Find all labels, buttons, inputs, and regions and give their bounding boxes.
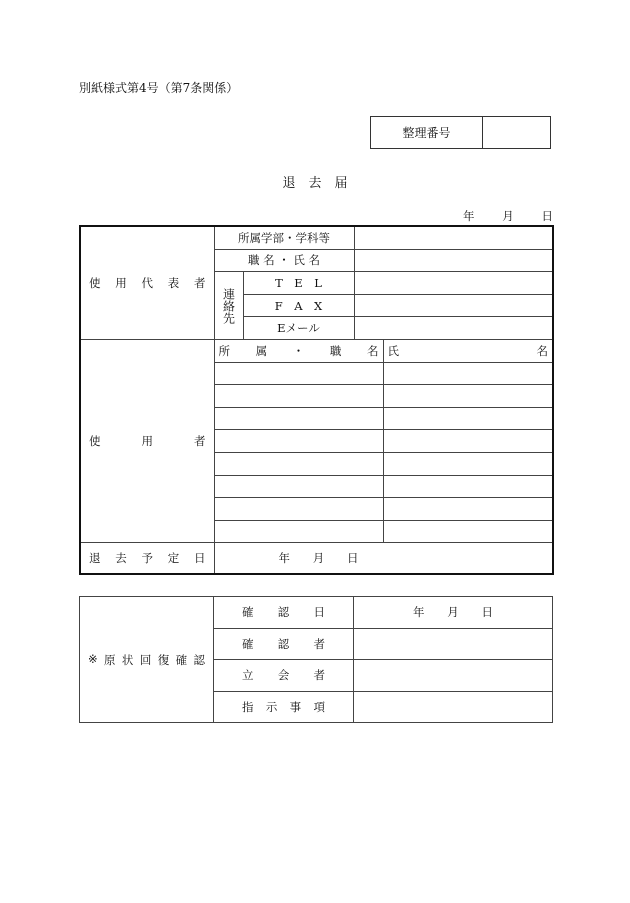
user-affiliation-field[interactable] [214, 452, 383, 475]
tel-label: T E L [243, 272, 354, 295]
contact-label: 連絡先 [214, 272, 243, 340]
form-title: 退 去 届 [282, 176, 348, 191]
month-label: 月 [447, 605, 459, 620]
year-label: 年 [463, 209, 475, 223]
month-label: 月 [312, 551, 325, 566]
user-affiliation-field[interactable] [214, 520, 383, 543]
affiliation-position-header: 所 属 ・ 職 名 [214, 339, 383, 362]
submission-date[interactable] [463, 208, 553, 224]
instructions-field[interactable] [354, 691, 553, 723]
seiri-number-label: 整理番号 [371, 117, 483, 148]
restoration-table [79, 596, 553, 723]
user-name-field[interactable] [383, 520, 553, 543]
user-name-field[interactable] [383, 498, 553, 521]
departure-date-field[interactable] [214, 543, 553, 575]
seiri-number-field[interactable] [483, 117, 550, 148]
name-header: 氏 名 [383, 339, 553, 362]
day-label: 日 [541, 209, 553, 223]
year-label: 年 [413, 605, 425, 620]
user-name-field[interactable] [383, 430, 553, 453]
departure-date-label: 退 去 予 定 日 [80, 543, 214, 575]
user-name-field[interactable] [383, 385, 553, 408]
year-label: 年 [278, 551, 290, 566]
users-section-label: 使 用 者 [80, 339, 214, 542]
user-affiliation-field[interactable] [214, 407, 383, 430]
user-name-field[interactable] [383, 407, 553, 430]
email-field[interactable] [354, 317, 553, 340]
day-label: 日 [347, 551, 359, 566]
seiri-number-box [370, 116, 551, 149]
user-affiliation-field[interactable] [214, 385, 383, 408]
user-affiliation-field[interactable] [214, 498, 383, 521]
confirmation-date-field[interactable] [354, 597, 553, 629]
confirmation-date-label: 確 認 日 [214, 597, 354, 629]
user-name-field[interactable] [383, 452, 553, 475]
confirmer-label: 確 認 者 [214, 628, 354, 660]
email-label: Eメール [243, 317, 354, 340]
fax-field[interactable] [354, 294, 553, 317]
month-label: 月 [502, 209, 514, 223]
confirmer-field[interactable] [354, 628, 553, 660]
user-name-field[interactable] [383, 362, 553, 385]
user-affiliation-field[interactable] [214, 430, 383, 453]
user-name-field[interactable] [383, 475, 553, 498]
tel-field[interactable] [354, 272, 553, 295]
witness-field[interactable] [354, 660, 553, 692]
day-label: 日 [481, 605, 493, 620]
title-name-field[interactable] [354, 249, 553, 272]
main-form-table [79, 225, 554, 575]
fax-label: F A X [243, 294, 354, 317]
witness-label: 立 会 者 [214, 660, 354, 692]
restoration-section-label: ※ 原 状 回 復 確 認 [80, 597, 214, 723]
form-reference: 別紙様式第4号（第7条関係） [79, 81, 239, 95]
title-name-label: 職 名 ・ 氏 名 [214, 249, 354, 272]
instructions-label: 指 示 事 項 [214, 691, 354, 723]
user-affiliation-field[interactable] [214, 362, 383, 385]
affiliation-field[interactable] [354, 226, 553, 249]
representative-section-label: 使 用 代 表 者 [80, 226, 214, 339]
user-affiliation-field[interactable] [214, 475, 383, 498]
affiliation-label: 所属学部・学科等 [214, 226, 354, 249]
